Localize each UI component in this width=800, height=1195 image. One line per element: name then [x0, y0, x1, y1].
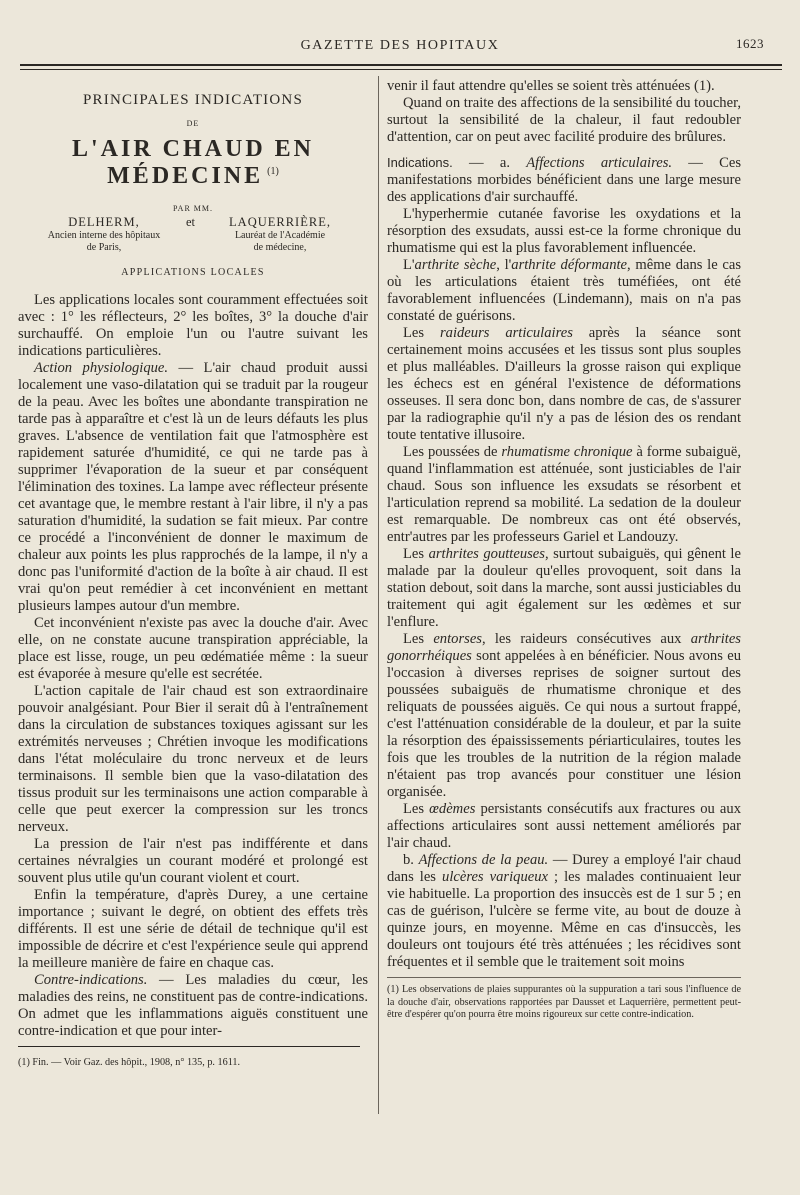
text-run: après la séance sont certainement moins accusées et les tissus sont plus souples et plus malléables. D'ailleurs la grosse raison qui explique les échecs est en général l'existence de déformations osseuses. Il sera donc bon, dans nombre de cas, de s'assurer par la radiographie qu'il n'y a pas de lésion des os rendant toute tentative illusoire. [387, 325, 741, 443]
paragraph [18, 360, 368, 615]
right-column [387, 78, 741, 1022]
paragraph-lead: Affections articulaires. [526, 155, 673, 171]
footnote-rule [387, 977, 741, 978]
text-run: L' [403, 257, 415, 273]
paragraph [18, 972, 368, 1040]
article-title-block [18, 92, 368, 278]
page-number: 1623 [736, 36, 764, 51]
italic-run: ulcères variqueux [442, 869, 548, 885]
italic-run: arthrite déformante [511, 257, 628, 273]
running-header [0, 36, 800, 58]
paragraph: Les applications locales sont couramment effectuées soit avec : 1° les réflecteurs, 2° les boîtes, 3° la douche d'air surchauffé. On emploie l'un ou l'autre suivant les indications particulières. [18, 292, 368, 359]
paragraph-text: — Ces manifestations morbides bénéficient dans une large mesure des applications d'air surchauffé. [387, 155, 741, 205]
text-run: à forme subaiguë, quand l'inflammation est atténuée, sont justiciables de l'air chaud. Sous son influence les exsudats se résorbent et l'articulation reprend sa mobilité. La sedation de la douleur est remarquable. De nombreux cas ont été observés, entr'autres par les professeurs Gariel et Landouzy. [387, 444, 741, 545]
text-run: Les [403, 546, 429, 562]
paragraph: venir il faut attendre qu'elles se soient très atténuées (1). [387, 78, 715, 94]
italic-run: entorses [433, 631, 482, 647]
author-delherm [24, 215, 184, 254]
column-divider [378, 76, 379, 1114]
paragraph: La pression de l'air n'est pas indifférente et dans certaines névralgies un courant modéré et prolongé est souvent plus utile qu'un courant violent et court. [18, 836, 368, 886]
paragraph [387, 852, 741, 971]
author-role-line: de Paris, [86, 242, 122, 253]
paragraph [387, 546, 741, 631]
paragraph: L'hyperhermie cutanée favorise les oxydations et la résorption des exsudats, aussi est-ce la forme chronique du rhumatisme qui est la plus favorablement influencée. [387, 206, 741, 256]
text-run: b. [403, 852, 419, 868]
journal-title: GAZETTE DES HOPITAUX [300, 38, 500, 53]
paragraph: L'action capitale de l'air chaud est son extraordinaire pouvoir analgésiant. Pour Bier il serait dû à l'entraînement dans la circulation de substances toxiques agissant sur les extrémités nerveuses ; Chrétien invoque les modifications dans l'état moléculaire du tronc nerveux et de leurs terminaisons. Il semble bien que la vaso-dilatation des tissus produit sur les terminaisons une action comparable à celle que peut exercer la compression sur les troncs nerveux. [18, 683, 368, 835]
paragraph [387, 325, 741, 444]
authors [18, 215, 368, 259]
paragraph-text: — a. [452, 155, 527, 171]
paragraph-lead: Contre-indications. [34, 972, 148, 988]
text-run: , surtout subaiguës, qui gênent le malade par la douleur qu'elles provoquent, soit dans la station debout, soit dans la marche, sont aussi justiciables du traitement qui agit également sur les œdèmes et sur l'enflure. [387, 546, 741, 630]
italic-run: arthrite sèche [414, 257, 497, 273]
byline-par: PAR MM. [172, 204, 214, 213]
article-kicker: PRINCIPALES INDICATIONS [83, 92, 303, 108]
author-role-line: Ancien interne des hôpitaux [47, 230, 161, 241]
text-run: Les poussées de [403, 444, 502, 460]
text-run: ; les malades continuaient leur vie habituelle. La proportion des insuccès est de 1 sur 5 ; en cas de guérison, l'ulcère se ferme vite, au bout de douze à quinze jours, en moyenne. Même en cas d'insuccès, les douleurs ont toujours été très atténuées ; les récidives sont fréquentes et il semble que le traitement soit moins [387, 869, 742, 970]
paragraph: Enfin la température, d'après Durey, a une certaine importance ; suivant le degré, on obtient des effets très différents. Il est une série de détail de technique qu'il est impossible de décrire et c'est l'expérience seule qui apprend la meilleure manière de faire en chaque cas. [18, 887, 368, 971]
left-column [18, 78, 368, 1070]
paragraph: Cet inconvénient n'existe pas avec la douche d'air. Avec elle, on ne constate aucune transpiration appréciable, la place est lisse, rouge, un peu œdématiée même : la sueur est évaporée à mesure qu'elle est secrétée. [18, 615, 368, 682]
article-title [18, 136, 368, 190]
paragraph-lead: Action physiologique. [34, 360, 169, 376]
italic-run: œdèmes [429, 801, 476, 817]
text-run: sont appelées à en bénéficier. Nous avons eu l'occasion à diverses reprises de soigner surtout des poussées subaiguës de rhumatisme chronique et des reliquats de poussées aiguës. Ce qui nous a surtout frappé, c'est l'atténuation considérable de la douleur, et par la suite la résorption des épaississements périarticulaires, toutes les fois que les troubles de la nutrition de la région malade n'étaient pas trop avancés pour constituer une lésion organisée. [387, 648, 741, 800]
text-run: Les [403, 631, 434, 647]
article-de: DE [186, 119, 200, 128]
header-rule-thick [20, 64, 782, 66]
header-rule-thin [20, 69, 782, 70]
spacer [387, 146, 741, 154]
paragraph: Quand on traite des affections de la sensibilité du toucher, surtout la sensibilité de la chaleur, il faut redoubler d'attention, car on peut avec facilité produire des brûlures. [387, 95, 741, 145]
paragraph-text: — L'air chaud produit aussi localement une vaso-dilatation qui se traduit par la rougeur de la peau. Avec les boîtes une abondante transpiration ne tarde pas à apparaître et c'est là un de leurs défauts les plus graves. L'absence de ventilation fait que l'atmosphère est rapidement saturée d'humidité, ce qui ne tarde pas à supprimer l'évaporation de la sueur et par conséquent l'élimination des toxines. La lampe avec réflecteur présente cet avantage que, le membre restant à l'air libre, il n'y a pas saturation d'humidité, la sudation se fait mieux. Par contre ce procédé a l'inconvénient de donner le maximum de chaleur aux points les plus rapprochés de la lampe, il n'y a donc pas l'uniformité d'action de la boîte à air chaud. Il est vrai qu'on peut remédier à cet inconvénient en mettant plusieurs lampes autour d'un membre. [18, 360, 368, 614]
italic-run: arthrites gonorrhéiques [387, 631, 741, 664]
title-footnote-ref: (1) [267, 166, 279, 177]
text-run: Les [403, 801, 430, 817]
author-role-line: de médecine, [253, 242, 307, 253]
author-name: LAQUERRIÈRE, [229, 215, 331, 229]
text-run: persistants consécutifs aux fractures ou aux affections articulaires sont aussi nettement améliorés par l'air chaud. [387, 801, 741, 851]
paragraph [387, 631, 741, 801]
paragraph [387, 444, 741, 546]
indications-heading: Indications. [387, 155, 453, 170]
paragraph [387, 257, 741, 325]
section-heading: APPLICATIONS LOCALES [121, 267, 265, 278]
paragraph [387, 801, 741, 852]
article-title-text: L'AIR CHAUD EN MÉDECINE [71, 136, 314, 189]
paragraph-text: — Les maladies du cœur, les maladies des reins, ne constituent pas de contre-indications. On admet que les inflammations aiguës constituent une contre-indication et que pour inter- [18, 972, 368, 1039]
author-laquerriere [200, 215, 360, 254]
author-name: DELHERM, [68, 215, 140, 229]
italic-run: arthrites goutteuses [428, 546, 545, 562]
text-run: Les [403, 325, 440, 341]
authors-et: et [186, 215, 196, 229]
footnote: (1) Les observations de plaies suppurantes où la suppuration a tari sous l'influence de la douche d'air, observations rapportées par Dausset et Laquerrière, permettent peut-être d'espérer qu'on pourra être moins rigoureux sur cette contre-indication. [387, 984, 741, 1020]
text-run: — Durey a employé l'air chaud dans les [387, 852, 742, 885]
italic-run: Affections de la peau. [418, 852, 549, 868]
paragraph [387, 154, 741, 206]
italic-run: raideurs articulaires [439, 325, 573, 341]
footnote-rule [18, 1046, 360, 1047]
text-run: , même dans le cas où les articulations étaient très tuméfiées, ont été favorablement influencées (Lindemann), mais on n'a pas constaté de guérisons. [387, 257, 741, 324]
text-run: , l' [496, 257, 512, 273]
author-role-line: Lauréat de l'Académie [234, 230, 326, 241]
italic-run: rhumatisme chronique [501, 444, 633, 460]
text-run: , les raideurs consécutives aux [481, 631, 691, 647]
footnote: (1) Fin. — Voir Gaz. des hôpit., 1908, n° 135, p. 1611. [18, 1057, 241, 1068]
